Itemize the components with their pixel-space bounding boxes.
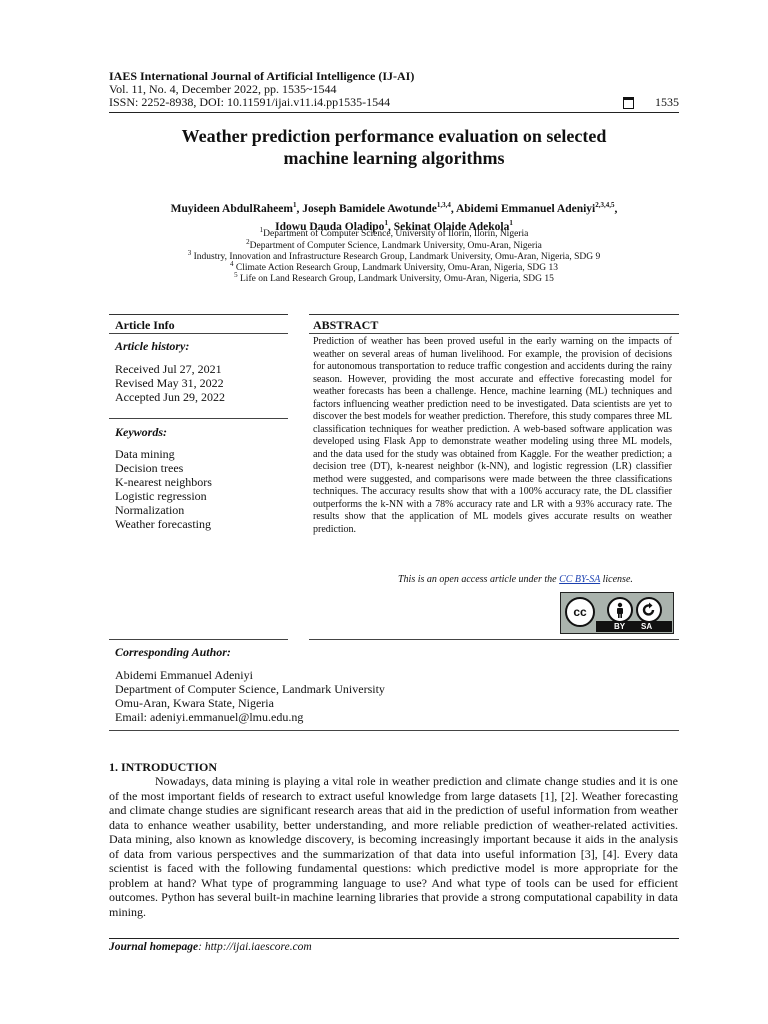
- author-name: Muyideen AbdulRaheem: [170, 202, 293, 215]
- abstract-bottom-rule: [309, 639, 679, 640]
- accepted-date: Accepted Jun 29, 2022: [115, 390, 225, 404]
- badge-sa-label: SA: [641, 622, 653, 631]
- affiliation-mark: 1: [259, 226, 264, 234]
- corresponding-author-email: Email: adeniyi.emmanuel@lmu.edu.ng: [115, 710, 304, 724]
- author-affiliation-mark: 1: [384, 218, 388, 227]
- keyword-item: Decision trees: [115, 461, 184, 475]
- paper-title: [109, 125, 679, 169]
- badge-label-strip: [596, 621, 672, 632]
- header-divider: [109, 112, 679, 113]
- history-divider: [109, 418, 288, 419]
- abstract-text: Prediction of weather has been proved useful in the early warning on the impacts of weather on several areas of human livelihood. For example, the provision of decisions for autonomous transportation to reduce traffic congestion and accidents during the rainy season. However, providing the most accurate and effective forecasting model for weather forecasts has been a challenge. Hence, machine learning (ML) techniques and factors influencing weather prediction need to be investigated. Data scientists are yet to discover the best models for weather prediction. Therefore, this study compares three ML classification techniques for weather prediction. A web-based software application was developed using Flask App to demonstrate weather modeling using three ML models, and the data used for the study was obtained from Kaggle. For the weather prediction; a decision tree (DT), k-nearest neighbor (k-NN), and logistic regression (LR) classifier method were suggested, and comparisons were made between the three classifications techniques. The accuracy results show that with a 100% accuracy rate, the DL classifier outperforms the k-NN with a 78% accuracy rate and LR with a 93% accuracy rate. The results show that the application of ML models gives accurate results on weather prediction.: [313, 336, 672, 535]
- page-number: 1535: [655, 95, 679, 109]
- affiliation-text: Life on Land Research Group, Landmark University, Omu-Aran, Nigeria, SDG 15: [237, 274, 554, 285]
- affiliation-mark: 5: [234, 271, 238, 279]
- attribution-person-icon: [609, 599, 631, 621]
- keywords-heading: Keywords:: [115, 425, 167, 439]
- affiliation-text: Department of Computer Science, University of Ilorin, Ilorin, Nigeria: [263, 229, 529, 240]
- article-info-heading: Article Info: [115, 318, 175, 332]
- title-line-2: machine learning algorithms: [283, 148, 505, 168]
- journal-title: IAES International Journal of Artificial Intelligence (IJ-AI): [109, 69, 415, 83]
- author-affiliation-mark: 2,3,4,5: [595, 201, 615, 209]
- license-prefix: This is an open access article under the: [398, 574, 560, 585]
- abstract-top-rule: [309, 314, 679, 315]
- abstract-rule: [309, 333, 679, 334]
- affiliation-text: Industry, Innovation and Infrastructure Research Group, Landmark University, Omu-Aran, Nigeria, SDG 9: [191, 252, 601, 263]
- affiliation-5: [120, 270, 668, 285]
- footer-divider: [109, 938, 679, 939]
- corresponding-author-heading: Corresponding Author:: [115, 645, 231, 659]
- introduction-heading: 1. INTRODUCTION: [109, 760, 218, 774]
- author-name: Sekinat Olaide Adekola: [393, 220, 510, 233]
- license-link[interactable]: CC BY-SA: [559, 574, 601, 585]
- author-affiliation-mark: 1,3,4: [436, 201, 451, 209]
- license-suffix: license.: [600, 574, 633, 585]
- issn-doi-line: ISSN: 2252-8938, DOI: 10.11591/ijai.v11.i4.pp1535-1544: [109, 95, 391, 109]
- affiliation-mark: 3: [187, 249, 192, 257]
- share-alike-arrow-icon: [638, 599, 660, 621]
- affiliation-text: Climate Action Research Group, Landmark University, Omu-Aran, Nigeria, SDG 13: [233, 263, 558, 274]
- keyword-item: Weather forecasting: [115, 517, 211, 531]
- corresponding-bottom-rule: [109, 730, 679, 731]
- affiliation-mark: 4: [230, 260, 234, 268]
- footer-label: Journal homepage: [109, 941, 199, 953]
- keyword-item: Logistic regression: [115, 489, 207, 503]
- author-name: Joseph Bamidele Awotunde: [302, 202, 437, 215]
- affiliation-text: Department of Computer Science, Landmark University, Omu-Aran, Nigeria: [249, 241, 542, 252]
- page-icon: [623, 97, 634, 109]
- article-history-heading: Article history:: [115, 339, 190, 353]
- journal-homepage: [109, 941, 312, 953]
- badge-by-label: BY: [614, 622, 626, 631]
- article-info-rule: [109, 333, 288, 334]
- keyword-item: Data mining: [115, 447, 175, 461]
- author-name: Abidemi Emmanuel Adeniyi: [455, 202, 596, 215]
- attribution-icon: [607, 597, 633, 623]
- title-line-1: Weather prediction performance evaluation on selected: [181, 126, 607, 146]
- author-name: Idowu Dauda Oladipo: [275, 220, 385, 233]
- revised-date: Revised May 31, 2022: [115, 376, 224, 390]
- keyword-item: K-nearest neighbors: [115, 475, 212, 489]
- received-date: Received Jul 27, 2021: [115, 362, 222, 376]
- volume-line: Vol. 11, No. 4, December 2022, pp. 1535~1544: [109, 82, 337, 96]
- article-info-top-rule: [109, 314, 288, 315]
- keyword-item: Normalization: [115, 503, 185, 517]
- footer-url[interactable]: : http://ijai.iaescore.com: [198, 941, 312, 953]
- corresponding-author-location: Omu-Aran, Kwara State, Nigeria: [115, 696, 274, 710]
- corresponding-author-department: Department of Computer Science, Landmark University: [115, 682, 385, 696]
- license-statement: [398, 574, 633, 585]
- share-alike-icon: [636, 597, 662, 623]
- article-info-bottom-rule: [109, 639, 288, 640]
- author-affiliation-mark: 1: [509, 218, 513, 227]
- corresponding-author-name: Abidemi Emmanuel Adeniyi: [115, 668, 253, 682]
- creative-commons-icon: cc: [565, 597, 595, 627]
- author-list: Muyideen AbdulRaheem$^1$, Joseph Bamidele Awotunde$^{1,3,4}$, Abidemi Emmanuel Adeniyi$^{2,3,4,5}$, Idowu Dauda Oladipo$^1$, Sekinat Olaide Adekola$^1$: [170, 201, 618, 233]
- introduction-text: Nowadays, data mining is playing a vital role in weather prediction and climate change studies and it is one of the most important fields of research to extract useful knowledge from large datasets [1], [2]. Weather forecasting and climate change studies are significant research areas that aid in the prediction of useful information from weather data to enhance weather usability, better understanding, and more reliable prediction of weather-related activities. Data mining, also known as knowledge discovery, is becoming increasingly important because it aids in the analysis of data from various perspectives and the summarization of that data into useful information [3], [4]. Every data scientist is faced with the following fundamental questions: which predictive model is more appropriate for the problem at hand? What type of programming language to use? And what type of tools can be used for efficient outcomes. Python has several built-in machine learning libraries that provide a strong computational capability in data mining.: [109, 774, 678, 919]
- abstract-heading: ABSTRACT: [313, 318, 379, 332]
- affiliation-mark: 2: [246, 238, 250, 246]
- author-affiliation-mark: 1: [292, 201, 297, 209]
